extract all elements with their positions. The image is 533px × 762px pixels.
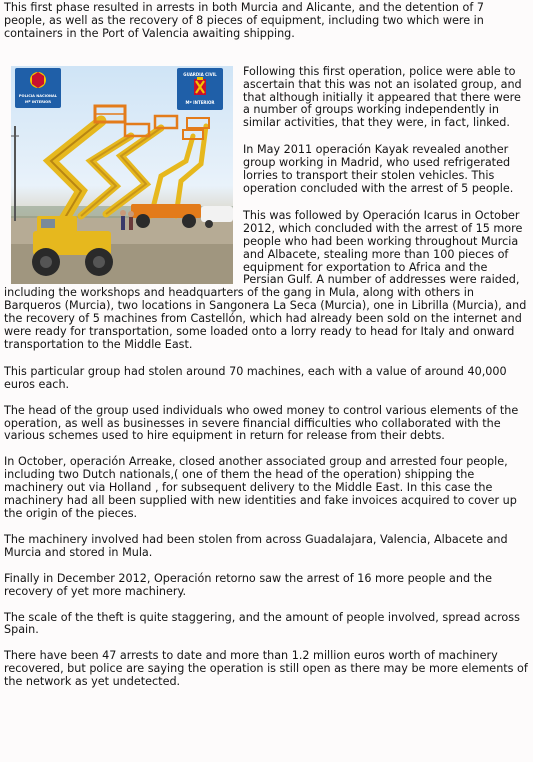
paragraph-10: There have been 47 arrests to date and more than 1.2 million euros worth of machinery recovered, but police are saying the operation is still open as there may be more elements of the network as yet undetected. [4,649,528,689]
logo-right-line2: Mº INTERIOR [185,99,215,105]
paragraph-2: In May 2011 operación Kayak revealed another group working in Madrid, who used refrigerated lorries to transport their stolen vehicles. This operation concluded with the arrest of 5 people. [243,143,514,195]
article-body [4,2,528,689]
construction-equipment-photo [11,66,233,284]
policia-nacional-logo [15,68,61,108]
paragraph-1: Following this first operation, police were able to ascertain that this was not an isolated group, and that although initially it appeared that there were a number of groups working independently in similar activities, that they were, in fact, linked. [243,64,522,130]
paragraph-7: The machinery involved had been stolen from across Guadalajara, Valencia, Albacete and Murcia and stored in Mula. [4,532,508,559]
logo-left-line1: POLICIA NACIONAL [18,93,58,98]
paragraph-5: The head of the group used individuals who owed money to control various elements of the operation, as well as businesses in severe financial difficulties who collaborated with the various schemes used to hire equipment in return for release from their debts. [4,403,519,443]
paragraph-4: This particular group had stolen around 70 machines, each with a value of around 40,000 euros each. [4,364,507,391]
paragraph-3: This was followed by Operación Icarus in October 2012, which concluded with the arrest of 15 more people who had been working throughout Murcia and Albacete, stealing more than 100 pieces of equipment for exportation to Africa and the Persian Gulf. A number of addresses were raided, including the workshops and headquarters of the gang in Mula, along with others in Barqueros (Murcia), two locations in Sangonera La Seca (Murcia), one in Librilla (Murcia), and the recovery of 5 machines from Castellón, which had already been sold on the internet and were ready for transportation, some loaded onto a lorry ready to head for Italy and onward transportation to the Middle East. [4,208,527,351]
logo-right-line1: GUARDIA CIVIL [183,71,217,77]
article-photo-figure [11,66,233,284]
paragraph-8: Finally in December 2012, Operación retorno saw the arrest of 16 more people and the recovery of yet more machinery. [4,571,493,598]
logo-left-line2: Mº INTERIOR [24,99,52,104]
paragraph-intro: This first phase resulted in arrests in both Murcia and Alicante, and the detention of 7 people, as well as the recovery of 8 pieces of equipment, including two which were in containers in the Port of Valencia awaiting shipping. [4,1,484,40]
paragraph-6: In October, operación Arreake, closed another associated group and arrested four people, including two Dutch nationals,( one of them the head of the operation) shipping the machinery out via Holland , for subsequent delivery to the Middle East. In this case the machinery had all been supplied with new identities and fake invoices acquired to cover up the origin of the pieces. [4,455,517,520]
guardia-civil-logo [177,68,223,110]
paragraph-9: The scale of the theft is quite staggering, and the amount of people involved, spread across Spain. [4,610,520,637]
equipment-scene-drawing [11,66,233,284]
